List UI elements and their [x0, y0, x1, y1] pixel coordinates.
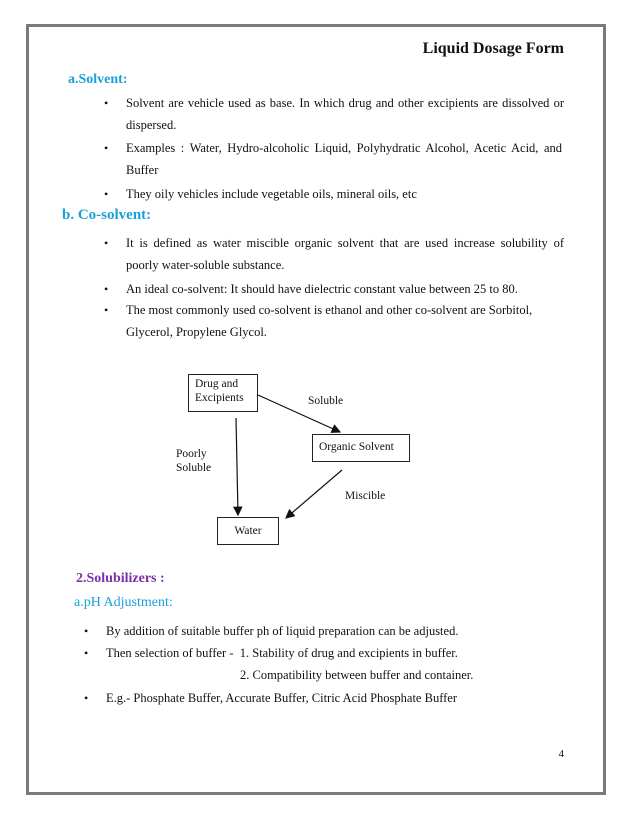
bullet-glyph: • [104, 187, 109, 201]
bullet-glyph: • [84, 691, 89, 705]
solubilizers-heading: 2.Solubilizers : [76, 571, 165, 586]
cosolvent-bullet-1-line2: poorly water-soluble substance. [126, 258, 285, 272]
water-label: Water [234, 525, 262, 537]
cosolvent-heading: b. Co-solvent: [62, 207, 152, 223]
solvent-bullet-2-line2: Buffer [126, 163, 159, 177]
solvent-bullet-2-line1: Examples : Water, Hydro-alcoholic Liquid, Polyhydratic Alcohol, Acetic Acid, and [126, 141, 562, 155]
bullet-glyph: • [104, 282, 109, 296]
solubilizers-bullet-1: By addition of suitable buffer ph of liquid preparation can be adjusted. [106, 624, 459, 638]
cosolvent-bullet-3-line1: The most commonly used co-solvent is ethanol and other co-solvent are Sorbitol, [126, 303, 533, 317]
arrow-miscible [286, 470, 342, 518]
bullet-glyph: • [84, 646, 89, 660]
solvent-bullet-1-line2: dispersed. [126, 118, 177, 132]
solvent-bullet-3: They oily vehicles include vegetable oils, mineral oils, etc [126, 187, 417, 201]
organic-solvent-box [312, 434, 410, 462]
solubilizers-bullet-2: Then selection of buffer - 1. Stability of drug and excipients in buffer. [106, 646, 458, 660]
miscible-label: Miscible [345, 490, 386, 502]
poorly-label-line1: Poorly [176, 448, 207, 460]
cosolvent-bullet-1-line1: It is defined as water miscible organic solvent that are used increase solubility of [126, 236, 564, 250]
bullet-glyph: • [84, 624, 89, 638]
water-box [217, 517, 279, 545]
page-header-title: Liquid Dosage Form [422, 40, 564, 57]
arrow-poorly-soluble [236, 418, 238, 515]
solvent-heading: a.Solvent: [68, 72, 128, 87]
solubilizers-bullet-2-continuation: 2. Compatibility between buffer and container. [240, 668, 474, 682]
page-number: 4 [558, 748, 564, 760]
poorly-label-line2: Soluble [176, 462, 212, 474]
bullet-glyph: • [104, 141, 109, 155]
drug-box-line1: Drug and [195, 378, 239, 390]
bullet-glyph: • [104, 303, 109, 317]
drug-box-line2: Excipients [195, 392, 244, 404]
cosolvent-bullet-3-line2: Glycerol, Propylene Glycol. [126, 325, 267, 339]
bullet-glyph: • [104, 236, 109, 250]
solubilizers-bullet-3: E.g.- Phosphate Buffer, Accurate Buffer, Citric Acid Phosphate Buffer [106, 691, 458, 705]
bullet-glyph: • [104, 96, 109, 110]
organic-solvent-label: Organic Solvent [319, 441, 394, 453]
solvent-bullet-1-line1: Solvent are vehicle used as base. In which drug and other excipients are dissolved or [126, 96, 564, 110]
drug-excipients-box [188, 374, 258, 412]
soluble-label: Soluble [308, 395, 344, 407]
cosolvent-bullet-2: An ideal co-solvent: It should have dielectric constant value between 25 to 80. [126, 282, 518, 296]
ph-adjustment-subheading: a.pH Adjustment: [74, 595, 173, 610]
